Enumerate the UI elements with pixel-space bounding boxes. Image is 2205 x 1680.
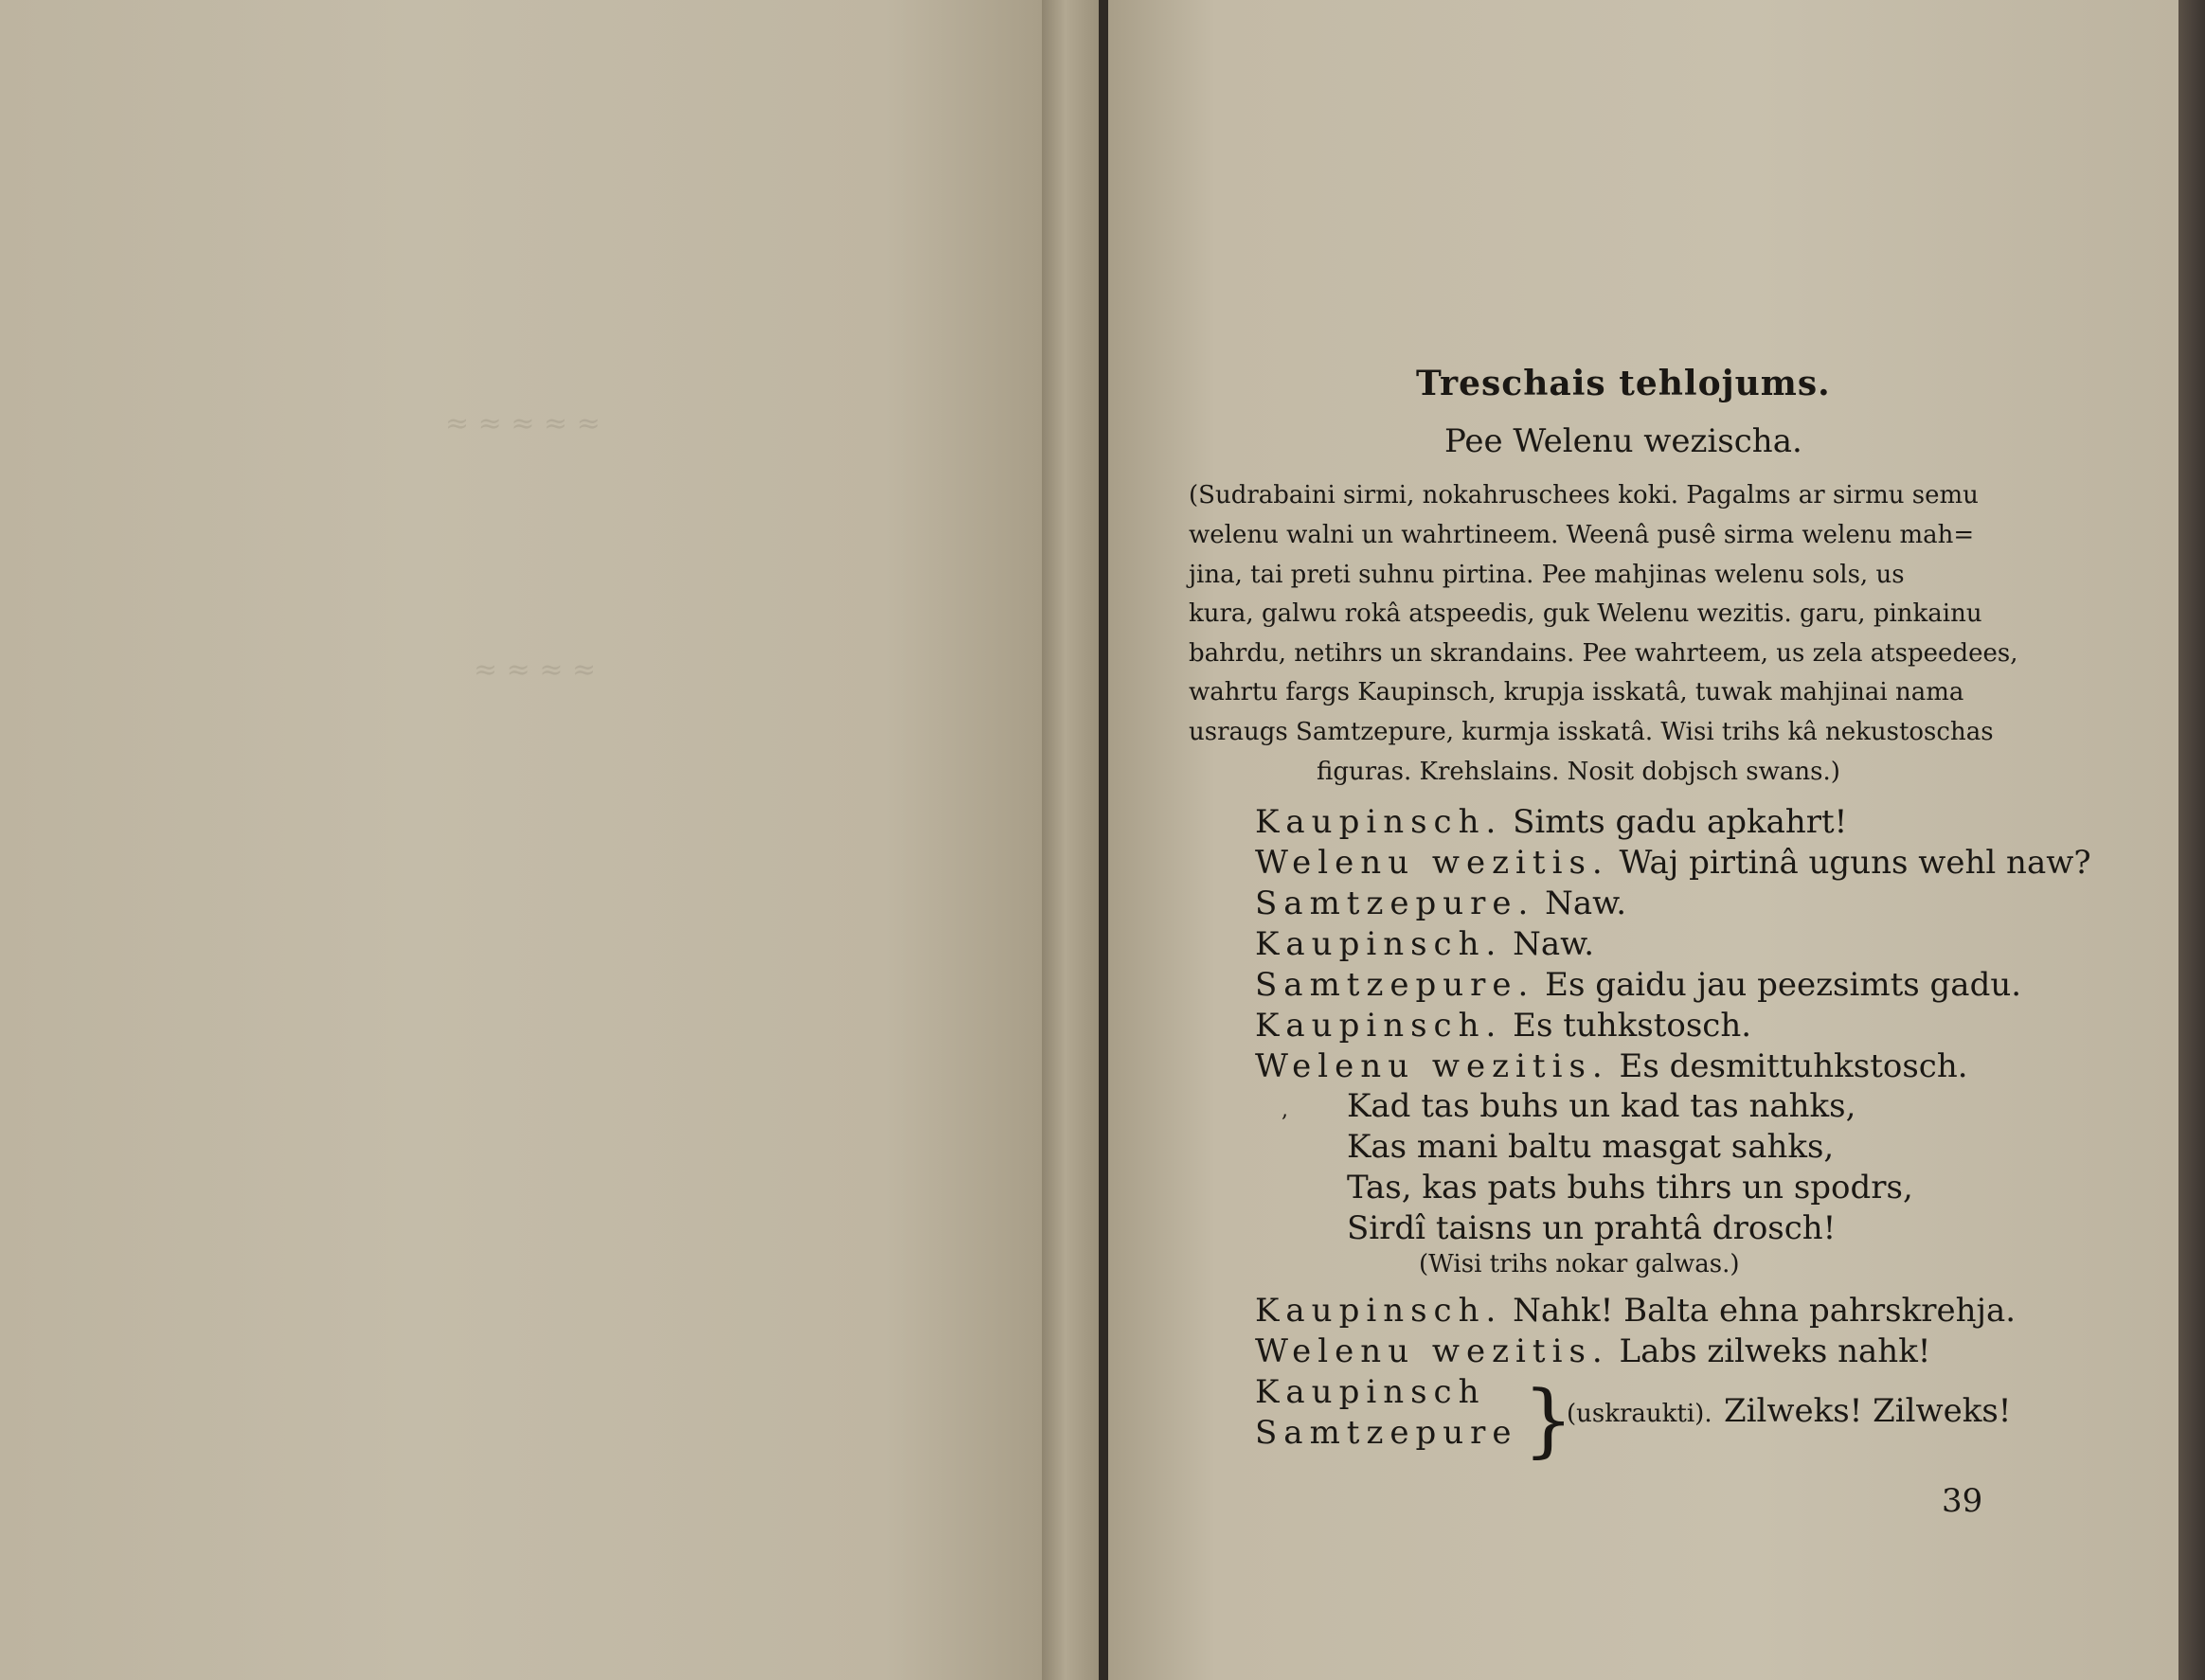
speaker-name: Welenu wezitis. xyxy=(1255,1332,1609,1370)
stage-direction-line: kura, galwu rokâ atspeedis, guk Welenu wezitis. garu, pinkainu xyxy=(1189,599,1982,628)
right-edge xyxy=(2178,0,2205,1680)
speaker-name: Samtzepure. xyxy=(1255,966,1535,1004)
speaker-name: Kaupinsch. xyxy=(1255,803,1503,841)
page-number: 39 xyxy=(1942,1482,1983,1520)
dialogue-text: Simts gadu apkahrt! xyxy=(1513,803,1848,841)
stage-direction-line: bahrdu, netihrs un skrandains. Pee wahrteem, us zela atspeedees, xyxy=(1189,639,2018,668)
dialogue-line xyxy=(1255,925,1594,963)
stage-direction-line: usraugs Samtzepure, kurmja isskatâ. Wisi trihs kâ nekustoschas xyxy=(1189,718,1994,746)
dialogue-text: Naw. xyxy=(1545,885,1627,922)
dialogue-line xyxy=(1255,966,2021,1004)
scene-subtitle: Pee Welenu wezischa. xyxy=(1444,422,1802,460)
dialogue-text: Waj pirtinâ uguns wehl naw? xyxy=(1619,844,2091,882)
speaker-name: Kaupinsch. xyxy=(1255,1007,1503,1045)
dialogue-line xyxy=(1255,844,2091,882)
parenthetical-direction: (Wisi trihs nokar galwas.) xyxy=(1419,1250,1740,1278)
gutter-shadow xyxy=(1099,0,1108,1680)
stage-direction-line: jina, tai preti suhnu pirtina. Pee mahjinas welenu sols, us xyxy=(1189,561,1905,589)
dialogue-line xyxy=(1255,803,1847,841)
stage-direction-line: wahrtu fargs Kaupinsch, krupja isskatâ, tuwak mahjinai nama xyxy=(1189,678,1964,706)
dialogue-text: Es desmittuhkstosch. xyxy=(1619,1047,1968,1085)
dialogue-line xyxy=(1255,1007,1751,1045)
act-title: Treschais tehlojums. xyxy=(1416,364,1831,403)
speaker-name: Kaupinsch. xyxy=(1255,925,1503,963)
dialogue-line xyxy=(1255,1292,2016,1330)
chorus-direction: (uskraukti). xyxy=(1567,1400,1712,1428)
show-through-text: ≈ ≈ ≈ ≈ xyxy=(474,653,597,687)
speaker-name: Welenu wezitis. xyxy=(1255,844,1609,882)
show-through-text: ≈ ≈ ≈ ≈ ≈ xyxy=(445,407,601,440)
dialogue-text: Es tuhkstosch. xyxy=(1513,1007,1752,1045)
stage-direction-line: (Sudrabaini sirmi, nokahruschees koki. Pagalms ar sirmu semu xyxy=(1189,481,1979,509)
dialogue-text: Labs zilweks nahk! xyxy=(1619,1332,1931,1370)
dialogue-line xyxy=(1255,1332,1930,1370)
stage-direction-line: welenu walni un wahrtineem. Weenâ pusê sirma welenu mah= xyxy=(1189,521,1975,549)
left-gutter xyxy=(1042,0,1101,1680)
dialogue-text: Naw. xyxy=(1513,925,1595,963)
stage-direction-line: figuras. Krehslains. Nosit dobjsch swans.) xyxy=(1317,758,1840,786)
brace-glyph: } xyxy=(1523,1373,1574,1466)
dialogue-text: Nahk! Balta ehna pahrskrehja. xyxy=(1513,1292,2017,1330)
speaker-name: Samtzepure. xyxy=(1255,885,1535,922)
verse-line: Sirdî taisns un prahtâ drosch! xyxy=(1347,1209,1837,1247)
chorus-text: Zilweks! Zilweks! xyxy=(1724,1392,2012,1430)
verse-line: Kad tas buhs un kad tas nahks, xyxy=(1347,1087,1856,1125)
speaker-name: Kaupinsch. xyxy=(1255,1292,1503,1330)
chorus-speaker: Samtzepure xyxy=(1255,1414,1518,1452)
verse-line: Tas, kas pats buhs tihrs un spodrs, xyxy=(1347,1169,1913,1206)
dialogue-line xyxy=(1255,1047,1968,1085)
chorus-speaker: Kaupinsch xyxy=(1255,1373,1486,1411)
dialogue-text: Es gaidu jau peezsimts gadu. xyxy=(1545,966,2022,1004)
stray-mark: , xyxy=(1282,1099,1288,1122)
verse-line: Kas mani baltu masgat sahks, xyxy=(1347,1128,1835,1166)
left-page xyxy=(0,0,1042,1680)
speaker-name: Welenu wezitis. xyxy=(1255,1047,1609,1085)
dialogue-line xyxy=(1255,885,1626,922)
